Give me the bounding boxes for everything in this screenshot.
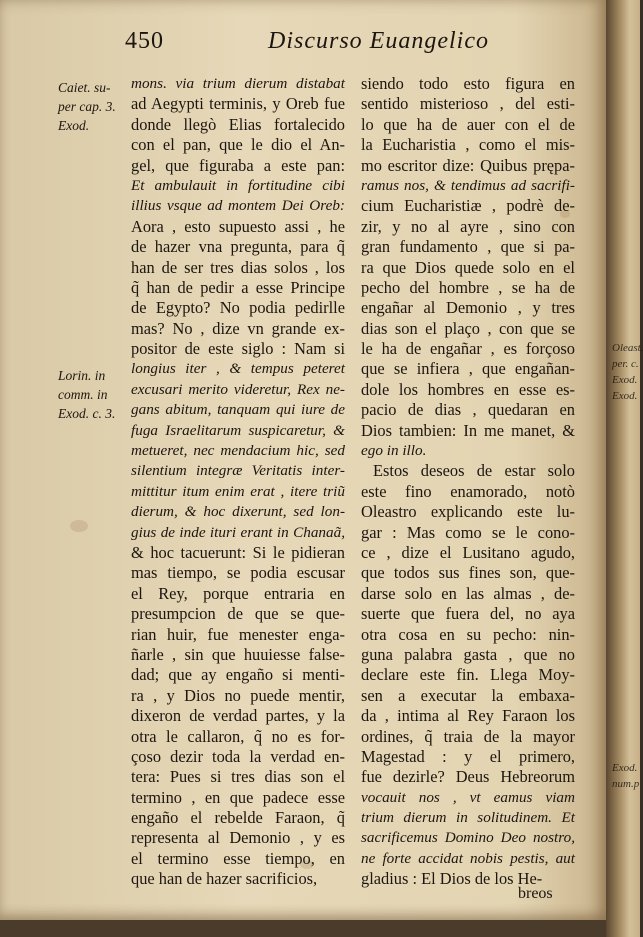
text-line: rian huir, fue menester enga- <box>131 624 345 644</box>
page-bottom-edge <box>0 920 606 937</box>
text-line: mons. via trium dierum distabat <box>131 75 345 92</box>
text-column-left <box>131 74 345 890</box>
text-line: el Rey, porque entraria en <box>131 583 345 603</box>
marginal-note-line: comm. in <box>58 387 108 402</box>
text-line: longius iter , & tempus peteret <box>131 360 345 378</box>
text-line: donde llegò Elias fortalecido <box>131 114 345 134</box>
text-line: declare este fin. Llega Moy- <box>361 665 575 685</box>
text-line: ce , dize el Lusitano agudo, <box>361 542 575 562</box>
text-line: illius vsque ad montem Dei Oreb: <box>131 197 345 215</box>
text-line: otra le callaron, q̃ no es for- <box>131 726 345 746</box>
text-line: ñarle , sin que huuiesse false- <box>131 644 345 664</box>
text-line: fuga Israelitarum suspicaretur, & <box>131 421 345 439</box>
text-line: fue dezirle? Deus Hebreorum <box>361 767 575 787</box>
spine-marginal-note-lower <box>612 760 640 800</box>
text-line: le ha de engañar , es forçoso <box>361 339 575 359</box>
text-line: da , intima al Rey Faraon los <box>361 706 575 726</box>
text-line: gel, que figuraba a este pan: <box>131 155 345 175</box>
text-line: ne forte accidat nobis pestis, aut <box>361 849 575 867</box>
running-head: Discurso Euangelico <box>268 28 489 54</box>
text-line: mas tiempo, se podia escusar <box>131 563 345 583</box>
text-line: la Eucharistia , como el mis- <box>361 135 575 155</box>
spine-note-line: per. c. <box>612 358 639 370</box>
spine-note-line: num.p <box>612 778 640 790</box>
text-line: de hazer vna pregunta, para q̃ <box>131 237 345 257</box>
spine-note-line: Exod. <box>612 762 638 774</box>
marginal-note-line: Exod. c. 3. <box>58 406 116 421</box>
text-line: Estos deseos de estar solo <box>373 461 575 481</box>
text-line: sacrificemus Domino Deo nostro, <box>361 829 575 847</box>
text-line: de Egypto? No podia pedirlle <box>131 298 345 318</box>
text-line: ramus nos, & tendimus ad sacrifi- <box>361 176 575 194</box>
spine-note-line: Exod. <box>612 390 638 402</box>
text-line: dias son el plaço , con que se <box>361 318 575 338</box>
text-line: gran fundamento , que si pa- <box>361 237 575 257</box>
text-line: gius de inde ituri erant in Chanaã, <box>131 523 345 541</box>
text-line: sen a executar la embaxa- <box>361 685 575 705</box>
text-line: que todos sus fines son, que- <box>361 563 575 583</box>
text-line: sentido misterioso , del esti- <box>361 94 575 114</box>
text-column-right <box>361 74 575 890</box>
text-line: q̃ han de pedir a esse Principe <box>131 277 345 297</box>
page-header <box>0 28 606 64</box>
text-line: metueret, nec mendacium hic, sed <box>131 442 345 460</box>
page-number: 450 <box>125 28 164 54</box>
spine-marginal-note <box>612 340 643 460</box>
text-line: que han de hazer sacrificios, <box>131 869 318 889</box>
marginal-note-line: Caiet. su- <box>58 80 111 95</box>
text-line: ad Aegypti terminis, y Oreb fue <box>131 94 345 114</box>
text-line: trium dierum in solitudinem. Et <box>361 809 575 827</box>
text-line: lo que ha de auer con el de <box>361 114 575 134</box>
text-line: termino , en que padece esse <box>131 787 345 807</box>
text-line: tera: Pues si tres dias son el <box>131 767 345 787</box>
text-line: dierum, & hoc dixerunt, sed lon- <box>131 503 345 521</box>
text-line: otra cosa en su pecho: nin- <box>361 624 575 644</box>
text-line: & hoc tacuerunt: Si le pidieran <box>131 542 345 562</box>
text-line: zir, y no al ayre , sino con <box>361 216 575 236</box>
text-line: çoso dezir toda la verdad en- <box>131 746 345 766</box>
text-line: representa al Demonio , y es <box>131 828 345 848</box>
text-line: Oleastro explicando este lu- <box>361 502 575 522</box>
text-line: mittitur itum enim erat , itere triũ <box>131 482 345 500</box>
marginal-note-line: per cap. 3. <box>58 99 116 114</box>
text-line: siendo todo esto figura en <box>361 74 575 93</box>
text-line: engañar al Demonio , y tres <box>361 298 575 318</box>
spine-note-line: Oleast. <box>612 342 643 354</box>
text-line: pecho del hombre , se ha de <box>361 277 575 297</box>
text-line: darse solo en las almas , de- <box>361 583 575 603</box>
text-line: pacio de dias , quedaran en <box>361 400 575 420</box>
text-line: ego in illo. <box>361 442 427 460</box>
text-line: Et ambulauit in fortitudine cibi <box>131 176 345 194</box>
text-line: mo escritor dize: Quibus prępa- <box>361 155 575 175</box>
spine-note-line: Exod. <box>612 374 638 386</box>
text-line: dad; que ay engaño si menti- <box>131 665 345 685</box>
text-line: guna palabra gasta , que no <box>361 644 575 664</box>
text-line: excusari merito videretur, Rex ne- <box>131 380 345 398</box>
marginal-note-line: Lorin. in <box>58 368 106 383</box>
text-line: presumpcion de que se que- <box>131 604 345 624</box>
text-line: dole los hombres en esse es- <box>361 379 575 399</box>
text-line: este fino enamorado, notò <box>361 481 575 501</box>
text-line: gar : Mas como se le cono- <box>361 522 575 542</box>
catchword: breos <box>518 885 553 902</box>
text-line: Dios tambien: In me manet, & <box>361 420 575 440</box>
text-line: silentium integræ Veritatis inter- <box>131 462 345 480</box>
text-line: con el pan, que le dio el An- <box>131 135 345 155</box>
marginal-note-lorin <box>58 366 134 423</box>
text-line: gans abitum, tanquam qui iure de <box>131 401 345 419</box>
text-line: gladius : El Dios de los He- <box>361 869 543 889</box>
marginal-note-line: Exod. <box>58 118 90 133</box>
text-line: vocauit nos , vt eamus viam <box>361 788 575 806</box>
text-line: ra , y Dios no puede mentir, <box>131 685 345 705</box>
text-line: Magestad : y el primero, <box>361 746 575 766</box>
text-line: han de ser tres dias solos , los <box>131 257 345 277</box>
text-line: el termino esse tiempo, en <box>131 848 345 868</box>
text-line: Aora , esto supuesto assi , he <box>131 216 345 236</box>
text-line: mas? No , dize vn grande ex- <box>131 318 345 338</box>
text-line: que se infiera , que engañan- <box>361 359 575 379</box>
text-line: positor de este siglo : Nam si <box>131 339 345 359</box>
text-line: ra que Dios quede solo en el <box>361 257 575 277</box>
text-line: ordines, q̃ traia de la mayor <box>361 726 575 746</box>
marginal-note-caietan <box>58 78 134 135</box>
text-line: cium Eucharistiæ , podrè de- <box>361 196 575 216</box>
text-line: engaño el rebelde Faraon, q̃ <box>131 808 345 828</box>
text-line: dixeron de verdad partes, y la <box>131 706 345 726</box>
text-line: suerte que fuera del, no aya <box>361 604 575 624</box>
